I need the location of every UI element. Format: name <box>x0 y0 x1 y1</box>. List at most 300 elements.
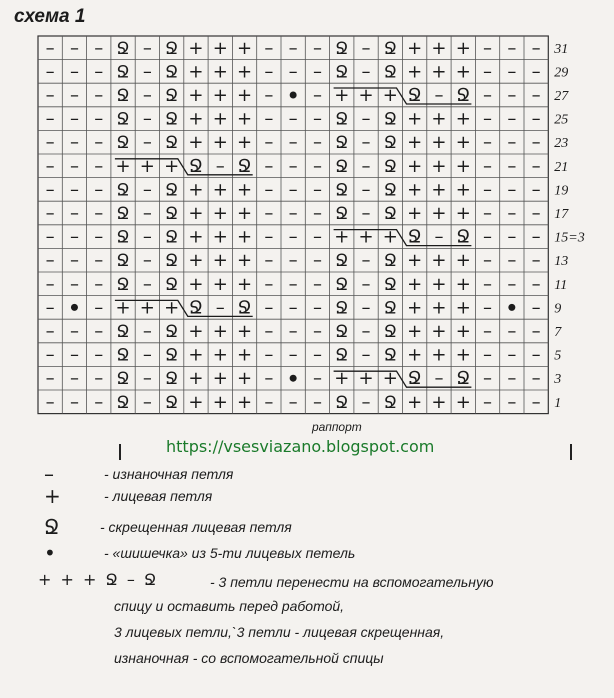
purl-symbol: – <box>483 391 493 413</box>
purl-symbol: – <box>531 108 541 130</box>
knit-symbol: + <box>237 61 253 83</box>
purl-symbol: – <box>507 203 517 224</box>
cable-symbol: Ջ <box>189 297 203 319</box>
purl-symbol: – <box>531 37 541 59</box>
cable-symbol: Ջ <box>456 368 471 390</box>
knit-symbol: + <box>407 155 423 177</box>
twisted-knit-symbol: Ջ <box>116 109 130 130</box>
twisted-knit-symbol: Ջ <box>335 251 349 272</box>
purl-symbol: – <box>531 203 541 224</box>
knit-symbol: + <box>455 203 471 224</box>
cable-symbol: – <box>215 297 225 319</box>
purl-symbol: – <box>531 85 541 106</box>
legend-text: - изнаночная петля <box>104 466 234 482</box>
purl-symbol: – <box>45 391 55 413</box>
purl-symbol: – <box>264 368 274 390</box>
purl-symbol: – <box>312 155 322 177</box>
purl-symbol: – <box>264 226 274 248</box>
cable-symbol: + <box>139 297 155 319</box>
purl-symbol: – <box>507 85 517 106</box>
knit-symbol: + <box>237 132 253 154</box>
twisted-knit-symbol: Ջ <box>335 392 349 413</box>
twisted-knit-symbol: Ջ <box>116 62 130 83</box>
purl-symbol: – <box>361 391 371 413</box>
purl-symbol: – <box>531 273 541 295</box>
knit-symbol: + <box>407 250 423 272</box>
purl-symbol: – <box>507 179 517 201</box>
purl-symbol: – <box>312 61 322 83</box>
knit-symbol: + <box>188 273 204 295</box>
twisted-knit-symbol: Ջ <box>165 62 179 83</box>
purl-symbol: – <box>94 391 104 413</box>
twisted-knit-symbol: Ջ <box>383 204 397 224</box>
legend-symbol: – <box>44 462 54 486</box>
knit-symbol: + <box>455 61 471 83</box>
twisted-knit-symbol: Ջ <box>116 251 130 272</box>
knit-symbol: + <box>188 250 204 272</box>
row-number: 29 <box>554 65 569 81</box>
purl-symbol: – <box>94 344 104 366</box>
knit-symbol: + <box>407 132 423 154</box>
knit-symbol: + <box>455 321 471 342</box>
knit-symbol: + <box>431 250 447 272</box>
purl-symbol: – <box>94 250 104 272</box>
knit-symbol: + <box>212 132 228 154</box>
knit-symbol: + <box>212 179 228 201</box>
purl-symbol: – <box>142 85 152 106</box>
purl-symbol: – <box>142 344 152 366</box>
row-number: 7 <box>554 325 562 340</box>
twisted-knit-symbol: Ջ <box>116 86 130 106</box>
cable-symbol: – <box>434 226 444 248</box>
knit-symbol: + <box>455 297 471 319</box>
twisted-knit-symbol: Ջ <box>116 322 130 342</box>
knit-symbol: + <box>455 179 471 201</box>
knit-symbol: + <box>188 321 204 342</box>
cable-symbol: + <box>139 155 155 177</box>
purl-symbol: – <box>94 273 104 295</box>
purl-symbol: – <box>142 108 152 130</box>
purl-symbol: – <box>507 273 517 295</box>
row-number: 1 <box>554 395 562 411</box>
twisted-knit-symbol: Ջ <box>165 38 179 59</box>
purl-symbol: – <box>69 108 79 130</box>
purl-symbol: – <box>288 391 298 413</box>
purl-symbol: – <box>45 37 55 59</box>
purl-symbol: – <box>288 321 298 342</box>
purl-symbol: – <box>94 226 104 248</box>
knit-symbol: + <box>455 250 471 272</box>
cable-symbol: + <box>334 226 350 248</box>
bobble-symbol <box>508 304 515 311</box>
purl-symbol: – <box>264 155 274 177</box>
knit-symbol: + <box>237 226 253 248</box>
knit-symbol: + <box>431 273 447 295</box>
knit-symbol: + <box>407 391 423 413</box>
purl-symbol: – <box>361 273 371 295</box>
purl-symbol: – <box>483 203 493 224</box>
twisted-knit-symbol: Ջ <box>165 251 179 272</box>
purl-symbol: – <box>531 344 541 366</box>
knit-symbol: + <box>188 179 204 201</box>
twisted-knit-symbol: Ջ <box>335 109 349 130</box>
twisted-knit-symbol: Ջ <box>116 392 130 413</box>
knit-symbol: + <box>237 179 253 201</box>
twisted-knit-symbol: Ջ <box>165 274 179 295</box>
knit-symbol: + <box>188 85 204 106</box>
knit-symbol: + <box>212 273 228 295</box>
knit-symbol: + <box>431 203 447 224</box>
purl-symbol: – <box>531 391 541 413</box>
purl-symbol: – <box>45 203 55 224</box>
purl-symbol: – <box>264 321 274 342</box>
purl-symbol: – <box>288 344 298 366</box>
purl-symbol: – <box>69 37 79 59</box>
legend-symbol: + <box>44 484 61 508</box>
purl-symbol: – <box>264 37 274 59</box>
knit-symbol: + <box>237 37 253 59</box>
purl-symbol: – <box>264 132 274 154</box>
cable-symbol: Ջ <box>237 155 252 177</box>
purl-symbol: – <box>94 108 104 130</box>
purl-symbol: – <box>142 132 152 154</box>
cable-symbol: + <box>164 297 180 319</box>
cable-symbol: + <box>358 85 374 106</box>
knit-symbol: + <box>455 155 471 177</box>
knit-symbol: + <box>237 321 253 342</box>
purl-symbol: – <box>531 297 541 319</box>
purl-symbol: – <box>507 226 517 248</box>
twisted-knit-symbol: Ջ <box>165 392 179 413</box>
cable-symbol: + <box>115 297 131 319</box>
purl-symbol: – <box>142 226 152 248</box>
purl-symbol: – <box>288 155 298 177</box>
twisted-knit-symbol: Ջ <box>165 322 179 342</box>
purl-symbol: – <box>361 37 371 59</box>
knit-symbol: + <box>407 297 423 319</box>
purl-symbol: – <box>361 344 371 366</box>
twisted-knit-symbol: Ջ <box>165 369 179 390</box>
purl-symbol: – <box>94 203 104 224</box>
purl-symbol: – <box>45 321 55 342</box>
purl-symbol: – <box>312 368 322 390</box>
row-number: 11 <box>554 277 568 293</box>
purl-symbol: – <box>288 226 298 248</box>
twisted-knit-symbol: Ջ <box>383 180 397 201</box>
knit-symbol: + <box>188 37 204 59</box>
knit-symbol: + <box>188 391 204 413</box>
knit-symbol: + <box>212 85 228 106</box>
knit-symbol: + <box>407 344 423 366</box>
cable-symbol: + <box>115 155 131 177</box>
knit-symbol: + <box>237 391 253 413</box>
cable-symbol: Ջ <box>407 85 422 106</box>
purl-symbol: – <box>483 344 493 366</box>
purl-symbol: – <box>507 61 517 83</box>
purl-symbol: – <box>142 37 152 59</box>
purl-symbol: – <box>483 155 493 177</box>
knit-symbol: + <box>237 108 253 130</box>
twisted-knit-symbol: Ջ <box>383 251 397 272</box>
twisted-knit-symbol: Ջ <box>335 156 349 177</box>
rapport-end-tick <box>570 444 572 460</box>
purl-symbol: – <box>264 179 274 201</box>
knit-symbol: + <box>431 155 447 177</box>
purl-symbol: – <box>142 273 152 295</box>
twisted-knit-symbol: Ջ <box>383 38 397 59</box>
knit-symbol: + <box>237 85 253 106</box>
legend-symbol: Ջ <box>44 515 60 539</box>
knit-symbol: + <box>431 61 447 83</box>
purl-symbol: – <box>361 155 371 177</box>
bobble-symbol <box>71 304 78 311</box>
purl-symbol: – <box>507 321 517 342</box>
twisted-knit-symbol: Ջ <box>165 345 179 366</box>
purl-symbol: – <box>288 108 298 130</box>
purl-symbol: – <box>142 391 152 413</box>
purl-symbol: – <box>507 344 517 366</box>
knit-symbol: + <box>212 368 228 390</box>
twisted-knit-symbol: Ջ <box>116 204 130 224</box>
twisted-knit-symbol: Ջ <box>383 345 397 366</box>
knit-symbol: + <box>455 391 471 413</box>
twisted-knit-symbol: Ջ <box>383 274 397 295</box>
knit-symbol: + <box>237 250 253 272</box>
purl-symbol: – <box>45 132 55 154</box>
knit-symbol: + <box>212 226 228 248</box>
twisted-knit-symbol: Ջ <box>116 180 130 201</box>
twisted-knit-symbol: Ջ <box>383 156 397 177</box>
twisted-knit-symbol: Ջ <box>116 133 130 154</box>
row-number: 15=3 <box>554 230 585 246</box>
cable-symbol: + <box>334 368 350 390</box>
row-number: 31 <box>554 41 569 57</box>
twisted-knit-symbol: Ջ <box>335 204 349 224</box>
legend-description-line: изнаночная - со вспомогательной спицы <box>114 650 384 666</box>
knit-symbol: + <box>431 179 447 201</box>
knit-symbol: + <box>455 108 471 130</box>
knit-symbol: + <box>237 344 253 366</box>
purl-symbol: – <box>69 155 79 177</box>
knit-symbol: + <box>431 391 447 413</box>
cable-symbol: + <box>358 226 374 248</box>
purl-symbol: – <box>142 61 152 83</box>
purl-symbol: – <box>288 203 298 224</box>
row-number: 23 <box>554 136 569 152</box>
knit-symbol: + <box>455 37 471 59</box>
knit-symbol: + <box>188 61 204 83</box>
knit-symbol: + <box>212 61 228 83</box>
twisted-knit-symbol: Ջ <box>383 298 397 319</box>
purl-symbol: – <box>507 250 517 272</box>
knit-symbol: + <box>407 203 423 224</box>
bobble-symbol <box>290 375 297 382</box>
purl-symbol: – <box>69 85 79 106</box>
knit-symbol: + <box>212 391 228 413</box>
purl-symbol: – <box>507 391 517 413</box>
purl-symbol: – <box>483 250 493 272</box>
twisted-knit-symbol: Ջ <box>335 180 349 201</box>
purl-symbol: – <box>288 297 298 319</box>
knit-symbol: + <box>407 61 423 83</box>
purl-symbol: – <box>94 37 104 59</box>
knit-symbol: + <box>212 321 228 342</box>
purl-symbol: – <box>312 132 322 154</box>
purl-symbol: – <box>531 61 541 83</box>
purl-symbol: – <box>288 179 298 201</box>
knit-symbol: + <box>188 344 204 366</box>
purl-symbol: – <box>69 321 79 342</box>
purl-symbol: – <box>142 203 152 224</box>
cable-symbol: + <box>358 368 374 390</box>
twisted-knit-symbol: Ջ <box>383 62 397 83</box>
cable-symbol: – <box>215 155 225 177</box>
purl-symbol: – <box>312 344 322 366</box>
knit-symbol: + <box>431 37 447 59</box>
purl-symbol: – <box>531 368 541 390</box>
knit-symbol: + <box>431 297 447 319</box>
purl-symbol: – <box>45 250 55 272</box>
purl-symbol: – <box>288 61 298 83</box>
cable-symbol: Ջ <box>456 226 471 248</box>
purl-symbol: – <box>483 37 493 59</box>
purl-symbol: – <box>45 61 55 83</box>
purl-symbol: – <box>361 179 371 201</box>
legend-symbol: + + + Ջ – Ջ <box>38 570 159 589</box>
knit-symbol: + <box>212 203 228 224</box>
knit-symbol: + <box>431 132 447 154</box>
purl-symbol: – <box>483 226 493 248</box>
row-number: 21 <box>554 159 569 175</box>
purl-symbol: – <box>312 321 322 342</box>
twisted-knit-symbol: Ջ <box>165 204 179 224</box>
knit-symbol: + <box>212 250 228 272</box>
knit-symbol: + <box>212 108 228 130</box>
legend-symbol: • <box>44 541 56 565</box>
purl-symbol: – <box>45 155 55 177</box>
purl-symbol: – <box>483 61 493 83</box>
purl-symbol: – <box>69 391 79 413</box>
purl-symbol: – <box>507 108 517 130</box>
purl-symbol: – <box>264 297 274 319</box>
source-url[interactable]: https://vsesviazano.blogspot.com <box>166 437 435 456</box>
twisted-knit-symbol: Ջ <box>116 345 130 366</box>
twisted-knit-symbol: Ջ <box>335 345 349 366</box>
purl-symbol: – <box>94 368 104 390</box>
purl-symbol: – <box>483 297 493 319</box>
purl-symbol: – <box>531 132 541 154</box>
knit-symbol: + <box>212 344 228 366</box>
purl-symbol: – <box>142 250 152 272</box>
knit-symbol: + <box>188 203 204 224</box>
bobble-symbol <box>290 92 297 99</box>
purl-symbol: – <box>264 250 274 272</box>
row-number: 5 <box>554 348 562 364</box>
twisted-knit-symbol: Ջ <box>116 369 130 390</box>
cable-symbol: Ջ <box>407 226 422 248</box>
purl-symbol: – <box>45 179 55 201</box>
twisted-knit-symbol: Ջ <box>383 109 397 130</box>
purl-symbol: – <box>69 250 79 272</box>
purl-symbol: – <box>69 226 79 248</box>
knit-symbol: + <box>188 108 204 130</box>
purl-symbol: – <box>531 179 541 201</box>
purl-symbol: – <box>45 297 55 319</box>
cable-symbol: + <box>334 85 350 106</box>
twisted-knit-symbol: Ջ <box>383 392 397 413</box>
purl-symbol: – <box>94 179 104 201</box>
knit-symbol: + <box>407 37 423 59</box>
purl-symbol: – <box>264 344 274 366</box>
knit-symbol: + <box>455 273 471 295</box>
purl-symbol: – <box>312 273 322 295</box>
row-number: 9 <box>554 301 562 317</box>
purl-symbol: – <box>288 37 298 59</box>
purl-symbol: – <box>312 179 322 201</box>
cable-symbol: – <box>434 368 444 390</box>
row-number: 13 <box>554 254 569 270</box>
purl-symbol: – <box>483 179 493 201</box>
purl-symbol: – <box>94 297 104 319</box>
purl-symbol: – <box>531 250 541 272</box>
row-number: 17 <box>554 207 569 222</box>
cable-symbol: Ջ <box>237 297 252 319</box>
purl-symbol: – <box>507 132 517 154</box>
rapport-start-tick <box>119 444 121 460</box>
purl-symbol: – <box>69 368 79 390</box>
twisted-knit-symbol: Ջ <box>383 322 397 342</box>
legend-text: - «шишечка» из 5-ти лицевых петель <box>104 545 356 561</box>
purl-symbol: – <box>264 61 274 83</box>
twisted-knit-symbol: Ջ <box>165 133 179 154</box>
purl-symbol: – <box>312 37 322 59</box>
knit-symbol: + <box>407 321 423 342</box>
knit-symbol: + <box>407 273 423 295</box>
purl-symbol: – <box>69 273 79 295</box>
purl-symbol: – <box>361 61 371 83</box>
purl-symbol: – <box>45 344 55 366</box>
knit-symbol: + <box>407 108 423 130</box>
knit-symbol: + <box>188 368 204 390</box>
twisted-knit-symbol: Ջ <box>335 38 349 59</box>
purl-symbol: – <box>142 321 152 342</box>
purl-symbol: – <box>483 273 493 295</box>
row-number: 19 <box>554 183 569 199</box>
twisted-knit-symbol: Ջ <box>335 274 349 295</box>
twisted-knit-symbol: Ջ <box>383 133 397 154</box>
purl-symbol: – <box>312 250 322 272</box>
purl-symbol: – <box>69 61 79 83</box>
twisted-knit-symbol: Ջ <box>116 274 130 295</box>
purl-symbol: – <box>361 132 371 154</box>
purl-symbol: – <box>312 297 322 319</box>
knit-symbol: + <box>212 37 228 59</box>
rapport-label: раппорт <box>312 420 362 434</box>
legend-text: - лицевая петля <box>104 488 213 504</box>
purl-symbol: – <box>288 132 298 154</box>
knit-symbol: + <box>237 203 253 224</box>
purl-symbol: – <box>142 368 152 390</box>
twisted-knit-symbol: Ջ <box>335 133 349 154</box>
knit-symbol: + <box>237 273 253 295</box>
cable-symbol: + <box>382 368 398 390</box>
purl-symbol: – <box>69 344 79 366</box>
row-number: 3 <box>554 372 562 388</box>
purl-symbol: – <box>507 155 517 177</box>
cable-symbol: – <box>434 85 444 106</box>
purl-symbol: – <box>531 155 541 177</box>
cable-symbol: Ջ <box>407 368 422 390</box>
